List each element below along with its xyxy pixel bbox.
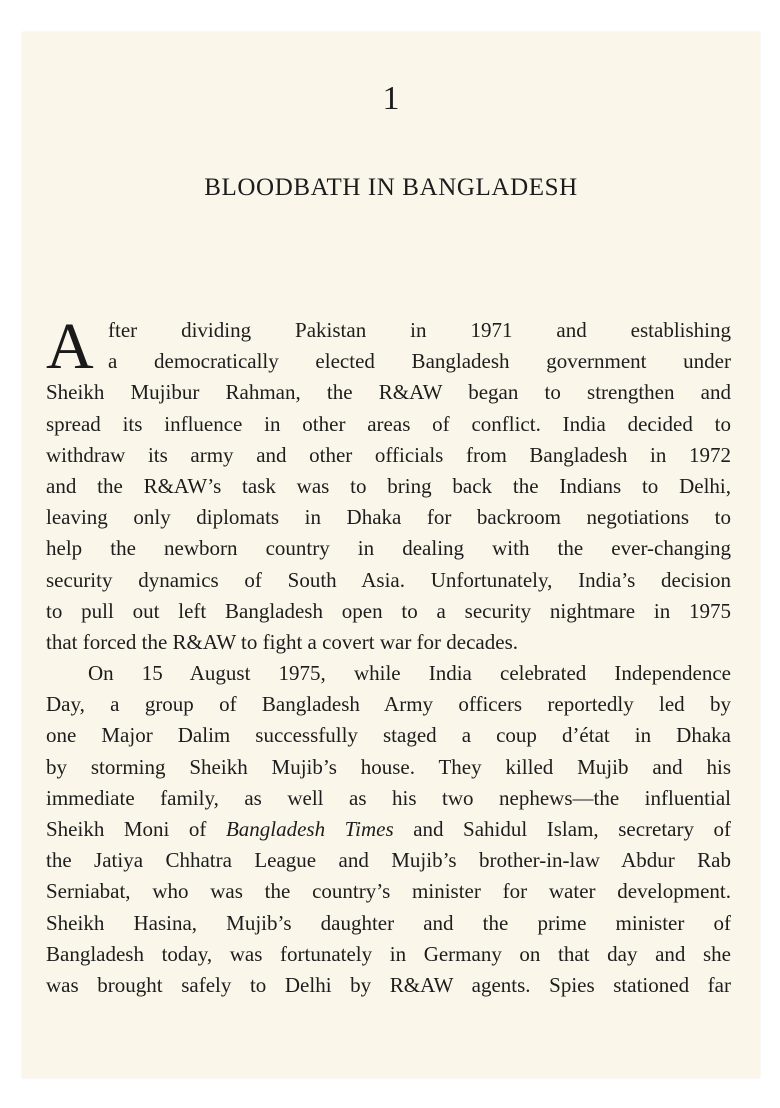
paragraph-line: leaving only diplomats in Dhaka for backroom negotiations to bbox=[46, 505, 731, 530]
paragraph-line: On 15 August 1975, while India celebrated Independence bbox=[88, 661, 731, 686]
chapter-title: BLOODBATH IN BANGLADESH bbox=[204, 174, 578, 201]
paragraph-1 bbox=[46, 310, 731, 658]
paragraph-line: the Jatiya Chhatra League and Mujib’s brother-in-law Abdur Rab bbox=[46, 848, 731, 873]
paragraph-line: immediate family, as well as his two nephews—the influential bbox=[46, 785, 731, 810]
newspaper-title: Bangladesh Times bbox=[225, 817, 394, 841]
paragraph-line: Bangladesh today, was fortunately in Germany on that day and she bbox=[46, 941, 731, 966]
paragraph-line: Serniabat, who was the country’s minister for water development. bbox=[46, 879, 731, 904]
drop-cap: A bbox=[46, 310, 94, 383]
paragraph-line: a democratically elected Bangladesh government under bbox=[108, 349, 731, 374]
paragraph-line: Sheikh Hasina, Mujib’s daughter and the prime minister of bbox=[46, 910, 731, 935]
paragraph-line: fter dividing Pakistan in 1971 and establishing bbox=[108, 318, 731, 342]
text-segment: Sheikh Moni of bbox=[46, 817, 226, 841]
paragraph-line: Sheikh Mujibur Rahman, the R&AW began to strengthen and bbox=[46, 380, 731, 405]
paragraph-line: spread its influence in other areas of conflict. India decided to bbox=[46, 411, 731, 436]
paragraph-line: and the R&AW’s task was to bring back the Indians to Delhi, bbox=[46, 473, 731, 498]
paragraph-line: to pull out left Bangladesh open to a security nightmare in 1975 bbox=[46, 598, 731, 623]
book-page bbox=[22, 32, 760, 1078]
paragraph-line: withdraw its army and other officials from Bangladesh in 1972 bbox=[46, 442, 731, 467]
paragraph-line: was brought safely to Delhi by R&AW agents. Spies stationed far bbox=[46, 972, 731, 997]
paragraph-line: help the newborn country in dealing with the ever-changing bbox=[46, 536, 731, 561]
text-segment: and Sahidul Islam, secretary of bbox=[393, 817, 732, 841]
paragraph-line: security dynamics of South Asia. Unfortunately, India’s decision bbox=[46, 567, 731, 592]
paragraph-line: that forced the R&AW to fight a covert war for decades. bbox=[46, 629, 518, 654]
paragraph-2 bbox=[46, 658, 731, 1001]
chapter-number: 1 bbox=[382, 80, 400, 117]
paragraph-line: one Major Dalim successfully staged a coup d’état in Dhaka bbox=[46, 723, 731, 748]
paragraph-line: by storming Sheikh Mujib’s house. They killed Mujib and his bbox=[46, 754, 731, 779]
chapter-body bbox=[46, 310, 732, 1001]
paragraph-line bbox=[46, 814, 731, 845]
paragraph-line: Day, a group of Bangladesh Army officers reportedly led by bbox=[46, 692, 731, 717]
